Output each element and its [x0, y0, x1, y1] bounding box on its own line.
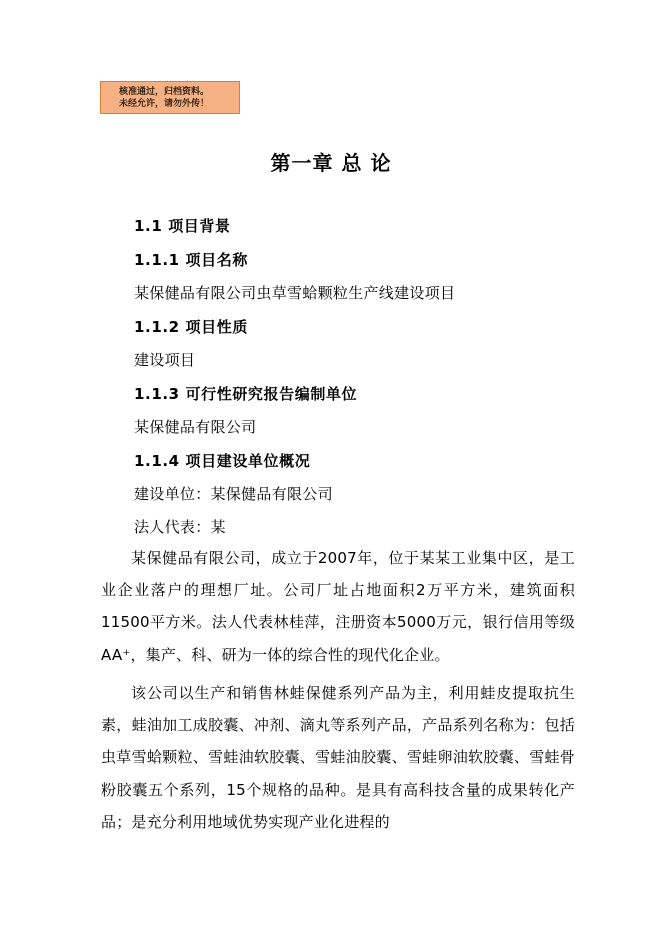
project-nature-text: 建设项目 — [134, 351, 196, 369]
heading-1-1: 1.1 项目背景 — [134, 217, 231, 235]
product-paragraph: 该公司以生产和销售林蛙保健系列产品为主，利用蛙皮提取抗生素，蛙油加工成胶囊、冲剂、滴丸等系列产品，产品系列名称为：包括虫草雪蛤颗粒、雪蛙油软胶囊、雪蛙油胶囊、雪蛙卵油软胶囊、雪蛙骨粉胶囊五个系列，15个规格的品种。是具有高科技含量的成果转化产品；是充分利用地域优势实现产业化进程的 — [101, 684, 575, 831]
heading-1-1-1: 1.1.1 项目名称 — [134, 251, 248, 269]
report-unit-text: 某保健品有限公司 — [134, 418, 257, 436]
company-overview-paragraph: 某保健品有限公司，成立于2007年，位于某某工业集中区，是工业企业落户的理想厂址。公司厂址占地面积2万平方米，建筑面积11500平方米。法人代表林桂萍，注册资本5000万元，银行信用等级AA⁺，集产、科、研为一体的综合性的现代化企业。 — [101, 549, 575, 664]
approval-stamp — [100, 81, 240, 114]
heading-1-1-2: 1.1.2 项目性质 — [134, 318, 248, 336]
stamp-line-1: 核准通过，归档资料。 — [119, 87, 210, 97]
stamp-line-2: 未经允许，请勿外传！ — [119, 99, 210, 109]
legal-rep-text: 法人代表：某 — [134, 518, 226, 536]
chapter-title: 第一章 总 论 — [270, 151, 392, 175]
project-name-text: 某保健品有限公司虫草雪蛤颗粒生产线建设项目 — [134, 284, 456, 302]
build-unit-text: 建设单位：某保健品有限公司 — [134, 485, 333, 503]
heading-1-1-4: 1.1.4 项目建设单位概况 — [134, 452, 311, 470]
heading-1-1-3: 1.1.3 可行性研究报告编制单位 — [134, 385, 358, 403]
